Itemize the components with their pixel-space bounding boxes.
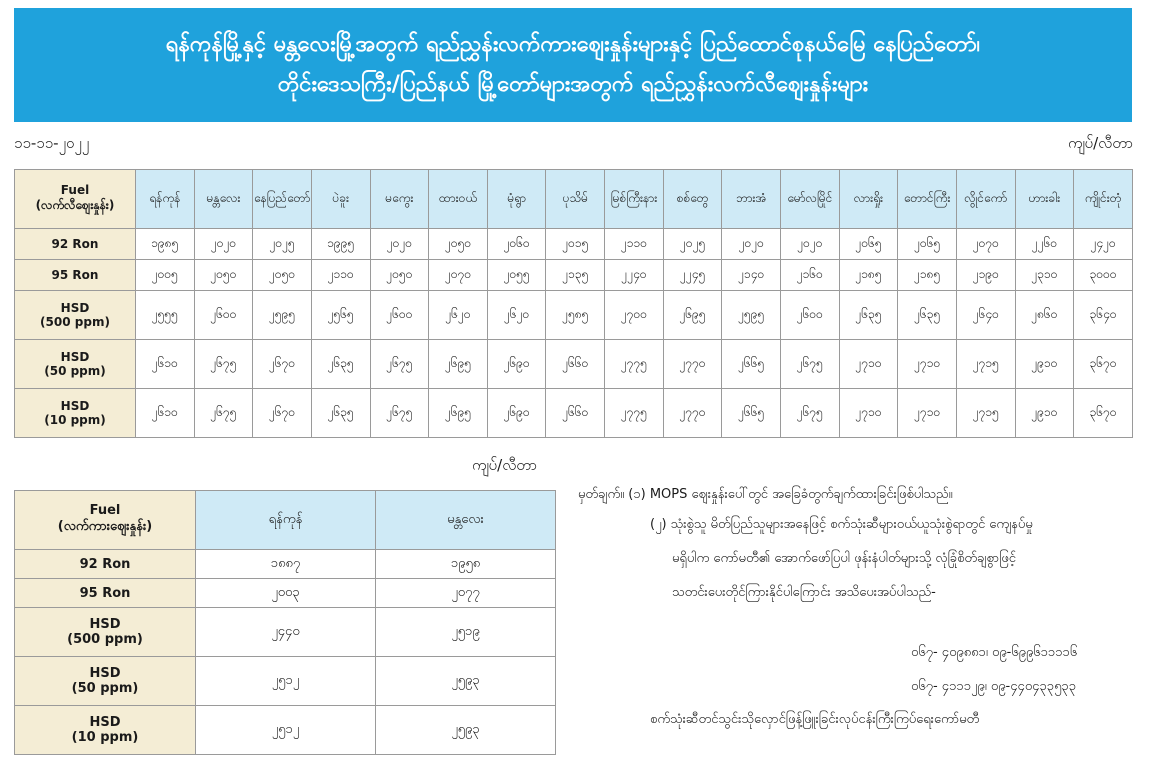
fuel-grade-label: (500 ppm) — [67, 632, 143, 647]
price-cell: ၂၄၄၀ — [196, 608, 376, 657]
price-cell: ၂၇၁၀ — [839, 389, 898, 438]
fuel-type-cell — [15, 389, 136, 438]
price-cell: ၂၆၇၅ — [370, 340, 429, 389]
fuel-type-label: 92 Ron — [51, 237, 99, 251]
price-cell: ၂၀၅၀ — [253, 260, 312, 291]
price-cell: ၂၇၁၀ — [839, 340, 898, 389]
phone-numbers-2: ၀၆၇- ၄၁၁၁၂၉၊ ၀၉-၄၄၀၄၃၃၅၃၃ — [911, 679, 1077, 694]
price-cell: ၂၀၅၀ — [194, 260, 253, 291]
price-cell: ၂၇၇၅ — [605, 389, 664, 438]
note-1: မှတ်ချက်။ (၁) MOPS ဈေးနှုန်းပေါ်တွင် အခြေခံတွက်ချက်ထားခြင်းဖြစ်ပါသည်။ — [578, 487, 953, 502]
phone-numbers-1: ၀၆၇- ၄၀၉၈၈၁၊ ၀၉-၆၉၉၆၁၁၁၁၆ — [911, 645, 1078, 660]
price-cell: ၂၅၉၃ — [376, 706, 556, 755]
price-cell: ၂၆၁၀ — [136, 389, 195, 438]
price-cell: ၂၆၆၀ — [546, 340, 605, 389]
price-cell: ၂၁၆၀ — [781, 260, 840, 291]
price-cell: ၂၀၇၇ — [376, 579, 556, 608]
note-2-line-2: မရှိပါက ကော်မတီ၏ အောက်ဖော်ပြပါ ဖုန်းနံပါတ်များသို့ လုံခြုံစိတ်ချစွာဖြင့် — [672, 551, 1016, 566]
price-cell: ၂၅၁၂ — [196, 657, 376, 706]
price-cell: ၂၆၄၀ — [956, 291, 1015, 340]
title-line-2: တိုင်းဒေသကြီး/ပြည်နယ် မြို့တော်များအတွက် ရည်ညွှန်းလက်လီဈေးနှုန်းများ — [277, 72, 869, 97]
price-cell: ၃၆၇၀ — [1074, 340, 1133, 389]
price-cell: ၂၄၂၀ — [1074, 229, 1133, 260]
price-cell: ၂၇၁၀ — [898, 389, 957, 438]
fuel-grade-label: (10 ppm) — [71, 730, 139, 745]
fuel-type-cell — [15, 657, 196, 706]
price-cell: ၂၉၁၀ — [1015, 340, 1074, 389]
city-header: တောင်ကြီး — [898, 170, 957, 229]
fuel-grade-label: (500 ppm) — [40, 315, 110, 329]
price-cell: ၂၁၈၅ — [839, 260, 898, 291]
city-header: မကွေး — [370, 170, 429, 229]
fuel-header-sub: (လက်ကားဈေးနှုန်း) — [57, 519, 153, 534]
price-cell: ၂၅၉၃ — [376, 657, 556, 706]
fuel-type-cell — [15, 608, 196, 657]
price-cell: ၂၆၉၀ — [487, 340, 546, 389]
price-cell: ၂၇၀၀ — [605, 291, 664, 340]
price-cell: ၂၀၂၀ — [781, 229, 840, 260]
fuel-type-cell — [15, 340, 136, 389]
retail-fuel-header — [15, 170, 136, 229]
price-cell: ၂၆၂၀ — [487, 291, 546, 340]
price-cell: ၂၅၁၂ — [196, 706, 376, 755]
price-cell: ၂၆၂၀ — [429, 291, 488, 340]
price-cell: ၂၂၆၀ — [1015, 229, 1074, 260]
note-2: (၂) သုံးစွဲသူ မိတ်ပြည်သူများအနေဖြင့် စက်သုံးဆီများဝယ်ယူသုံးစွဲရာတွင် ကျေနပ်မှု — [650, 517, 1033, 532]
price-cell: ၂၁၃၅ — [546, 260, 605, 291]
wholesale-header-row — [15, 491, 556, 550]
price-cell: ၂၀၅၀ — [429, 229, 488, 260]
price-cell: ၂၆၉၅ — [429, 340, 488, 389]
price-date: ၁၁-၁၁-၂၀၂၂ — [14, 134, 90, 152]
price-row — [15, 550, 556, 579]
price-row — [15, 229, 1133, 260]
fuel-type-label: HSD — [60, 350, 90, 364]
city-header: မြစ်ကြီးနား — [605, 170, 664, 229]
price-cell: ၂၆၃၅ — [839, 291, 898, 340]
city-header: မန္တလေး — [194, 170, 253, 229]
price-cell: ၂၀၆၅ — [898, 229, 957, 260]
fuel-type-cell — [15, 706, 196, 755]
fuel-type-label: HSD — [89, 617, 121, 632]
price-row — [15, 389, 1133, 438]
price-cell: ၂၁၉၀ — [956, 260, 1015, 291]
city-header: ထားဝယ် — [429, 170, 488, 229]
price-cell: ၂၇၇၀ — [663, 389, 722, 438]
price-cell: ၂၆၇၅ — [781, 389, 840, 438]
fuel-type-cell — [15, 550, 196, 579]
fuel-type-cell — [15, 229, 136, 260]
fuel-type-cell — [15, 579, 196, 608]
price-cell: ၂၆၇၅ — [194, 340, 253, 389]
price-cell: ၂၆၉၅ — [663, 291, 722, 340]
city-header: မော်လမြိုင် — [781, 170, 840, 229]
price-cell: ၂၀၂၀ — [194, 229, 253, 260]
price-cell: ၂၀၇၀ — [429, 260, 488, 291]
retail-unit-label: ကျပ်/လီတာ — [1067, 134, 1133, 152]
price-cell: ၁၉၅၈ — [376, 550, 556, 579]
price-row — [15, 579, 556, 608]
price-cell: ၁၈၈၇ — [196, 550, 376, 579]
fuel-grade-label: (50 ppm) — [71, 681, 139, 696]
price-cell: ၂၆၇၀ — [253, 389, 312, 438]
price-cell: ၃၆၇၀ — [1074, 389, 1133, 438]
price-cell: ၂၇၁၀ — [898, 340, 957, 389]
price-cell: ၂၅၉၅ — [722, 291, 781, 340]
price-row — [15, 608, 556, 657]
price-row — [15, 706, 556, 755]
fuel-type-cell — [15, 260, 136, 291]
price-cell: ၂၇၇၀ — [663, 340, 722, 389]
price-cell: ၂၅၈၅ — [546, 291, 605, 340]
city-header: ပုသိမ် — [546, 170, 605, 229]
fuel-type-label: HSD — [89, 666, 121, 681]
city-header: မန္တလေး — [376, 491, 556, 550]
fuel-header-label: Fuel — [89, 503, 121, 518]
wholesale-fuel-header — [15, 491, 196, 550]
price-cell: ၂၁၁၀ — [311, 260, 370, 291]
price-cell: ၂၆၃၅ — [898, 291, 957, 340]
retail-header-row — [15, 170, 1133, 229]
city-header: ရန်ကုန် — [136, 170, 195, 229]
title-banner — [14, 8, 1132, 122]
price-cell: ၂၉၁၀ — [1015, 389, 1074, 438]
price-cell: ၂၆၆၅ — [722, 340, 781, 389]
price-cell: ၂၀၂၀ — [722, 229, 781, 260]
fuel-type-label: 95 Ron — [79, 585, 131, 601]
city-header: ကျိုင်းတုံ — [1074, 170, 1133, 229]
city-header: ရန်ကုန် — [196, 491, 376, 550]
price-cell: ၂၆၃၅ — [311, 389, 370, 438]
city-header: လားရှိုး — [839, 170, 898, 229]
fuel-header-label: Fuel — [60, 183, 90, 197]
price-cell: ၂၀၂၀ — [370, 229, 429, 260]
fuel-type-cell — [15, 291, 136, 340]
price-cell: ၂၆၆၅ — [722, 389, 781, 438]
price-cell: ၂၆၇၅ — [194, 389, 253, 438]
price-cell: ၂၆၁၀ — [136, 340, 195, 389]
price-cell: ၂၅၁၉ — [376, 608, 556, 657]
price-row — [15, 657, 556, 706]
city-header: ဘားအံ — [722, 170, 781, 229]
price-cell: ၂၂၄၀ — [605, 260, 664, 291]
price-cell: ၂၁၁၀ — [605, 229, 664, 260]
price-cell: ၂၇၁၅ — [956, 389, 1015, 438]
title-line-1: ရန်ကုန်မြို့နှင့် မန္တလေးမြို့အတွက် ရည်ညွှန်းလက်ကားဈေးနှုန်းများနှင့် ပြည်ထောင်စုနယ်မြေ နေပြည်တော်၊ — [165, 32, 981, 57]
city-header: စစ်တွေ — [663, 170, 722, 229]
retail-price-table — [14, 169, 1133, 438]
city-header: လွိုင်ကော် — [956, 170, 1015, 229]
price-cell: ၂၁၈၅ — [898, 260, 957, 291]
price-cell: ၂၀၇၀ — [956, 229, 1015, 260]
price-cell: ၂၀၂၅ — [253, 229, 312, 260]
price-cell: ၂၀၅၀ — [370, 260, 429, 291]
price-cell: ၂၆၇၅ — [370, 389, 429, 438]
price-cell: ၂၀၂၅ — [663, 229, 722, 260]
price-cell: ၂၅၅၅ — [136, 291, 195, 340]
wholesale-price-table — [14, 490, 556, 755]
price-cell: ၁၉၉၅ — [311, 229, 370, 260]
price-cell: ၂၈၆၀ — [1015, 291, 1074, 340]
price-cell: ၂၆၇၅ — [781, 340, 840, 389]
price-cell: ၂၆၀၀ — [194, 291, 253, 340]
fuel-type-label: HSD — [89, 715, 121, 730]
price-cell: ၂၀၀၃ — [196, 579, 376, 608]
price-cell: ၂၆၆၀ — [546, 389, 605, 438]
price-cell: ၂၆၉၀ — [487, 389, 546, 438]
price-cell: ၂၀၆၅ — [839, 229, 898, 260]
price-cell: ၂၀၆၀ — [487, 229, 546, 260]
city-header: ပဲခူး — [311, 170, 370, 229]
price-cell: ၂၅၉၅ — [253, 291, 312, 340]
fuel-type-label: 95 Ron — [51, 268, 99, 282]
fuel-header-sub: (လက်လီဈေးနှုန်း) — [35, 198, 115, 212]
price-cell: ၂၁၄၀ — [722, 260, 781, 291]
price-cell: ၂၀၅၅ — [487, 260, 546, 291]
price-cell: ၁၉၈၅ — [136, 229, 195, 260]
fuel-type-label: HSD — [60, 301, 90, 315]
price-cell: ၂၇၇၅ — [605, 340, 664, 389]
price-cell: ၂၆၃၅ — [311, 340, 370, 389]
price-cell: ၂၀၁၅ — [546, 229, 605, 260]
note-2-line-3: သတင်းပေးတိုင်ကြားနိုင်ပါကြောင်း အသိပေးအပ်ပါသည်- — [672, 585, 936, 600]
city-header: မုံရွာ — [487, 170, 546, 229]
price-cell: ၂၆၇၀ — [253, 340, 312, 389]
fuel-grade-label: (10 ppm) — [44, 413, 106, 427]
price-cell: ၂၆၀၀ — [370, 291, 429, 340]
price-row — [15, 340, 1133, 389]
price-cell: ၂၆၀၀ — [781, 291, 840, 340]
city-header: ဟားခါး — [1015, 170, 1074, 229]
price-cell: ၂၀၀၅ — [136, 260, 195, 291]
price-cell: ၂၃၁၀ — [1015, 260, 1074, 291]
wholesale-unit-label: ကျပ်/လီတာ — [472, 456, 538, 474]
price-cell: ၂၆၉၅ — [429, 389, 488, 438]
committee-name: စက်သုံးဆီတင်သွင်းသိုလှောင်ဖြန့်ဖြူးခြင်းလုပ်ငန်းကြီးကြပ်ရေးကော်မတီ — [650, 712, 980, 727]
price-row — [15, 291, 1133, 340]
fuel-type-label: 92 Ron — [79, 556, 131, 572]
price-cell: ၂၇၁၅ — [956, 340, 1015, 389]
price-cell: ၂၅၆၅ — [311, 291, 370, 340]
price-cell: ၂၂၄၅ — [663, 260, 722, 291]
fuel-grade-label: (50 ppm) — [44, 364, 106, 378]
price-cell: ၃၀၀၀ — [1074, 260, 1133, 291]
city-header: နေပြည်တော် — [253, 170, 312, 229]
fuel-type-label: HSD — [60, 399, 90, 413]
price-row — [15, 260, 1133, 291]
price-cell: ၃၆၄၀ — [1074, 291, 1133, 340]
